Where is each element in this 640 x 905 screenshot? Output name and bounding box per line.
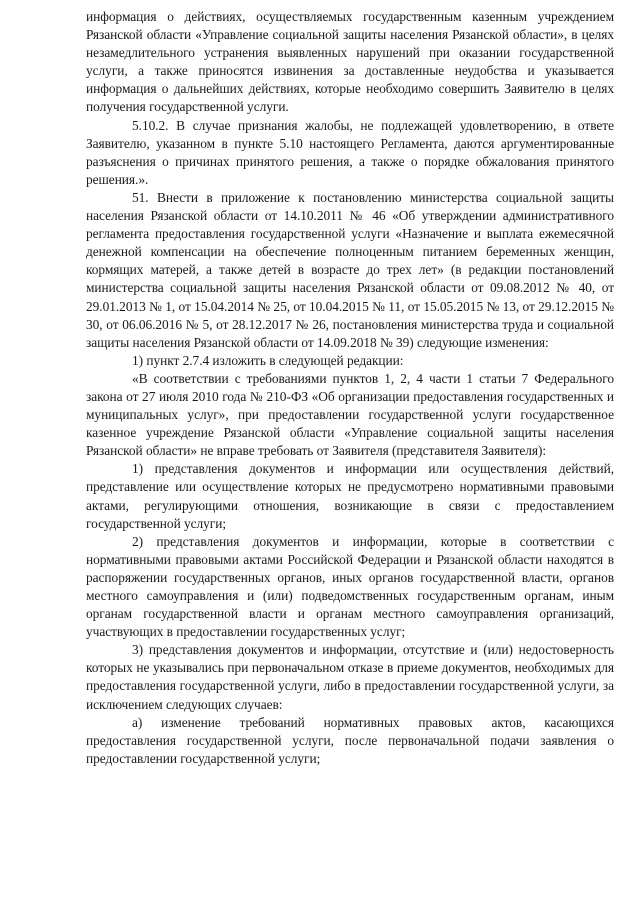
paragraph-8: 3) представления документов и информации, отсутствие и (или) недостоверность которых не указывались при первоначальном отказе в приеме документов, необходимых для предоставления государственной услуги, либо в предоставлении государственной услуги, за исключением следующих случаев: <box>86 642 614 712</box>
paragraph-7: 2) представления документов и информации, которые в соответствии с нормативными правовыми актами Российской Федерации и Рязанской области находятся в распоряжении государственных органов, иных органов государственной власти, органов местного самоуправления и (или) подведомственных государственным органам, иным органам государственной власти и органам местного самоуправления организаций, участвующих в предоставлении государственных услуг; <box>86 533 614 640</box>
paragraph-1: информация о действиях, осуществляемых государственным казенным учреждением Рязанской области «Управление социальной защиты населения Рязанской области», в целях незамедлительного устранения выявленных нарушений при оказании государственной услуги, а также приносятся извинения за доставленные неудобства и указывается информация о дальнейших действиях, которые необходимо совершить Заявителю в целях получения государственной услуги. <box>86 9 614 115</box>
paragraph-2: 5.10.2. В случае признания жалобы, не подлежащей удовлетворению, в ответе Заявителю, указанном в пункте 5.10 настоящего Регламента, даются аргументированные разъяснения о причинах принятого решения, а также о порядке обжалования принятого решения.». <box>86 117 614 187</box>
paragraph-3: 51. Внести в приложение к постановлению министерства социальной защиты населения Рязанской области от 14.10.2011 № 46 «Об утверждении административного регламента предоставления государственной услуги «Назначение и выплата ежемесячной денежной компенсации на обеспечение полноценным питанием беременных женщин, кормящих матерей, а также детей в возрасте до трех лет» (в редакции постановлений министерства социальной защиты населения Рязанской области от 09.08.2012 № 40, от 29.01.2013 № 1, от 15.04.2014 № 25, от 10.04.2015 № 11, от 15.05.2015 № 13, от 29.12.2015 № 30, от 06.06.2016 № 5, от 28.12.2017 № 26, постановления министерства труда и социальной защиты населения Рязанской области от 14.09.2018 № 39) следующие изменения: <box>86 189 614 350</box>
paragraph-4: 1) пункт 2.7.4 изложить в следующей редакции: <box>132 352 404 368</box>
paragraph-9: а) изменение требований нормативных правовых актов, касающихся предоставления государственной услуги, после первоначальной подачи заявления о предоставлении государственной услуги; <box>86 714 614 766</box>
document-page <box>86 8 614 768</box>
paragraph-6: 1) представления документов и информации или осуществления действий, представление или осуществление которых не предусмотрено нормативными правовыми актами, регулирующими отношения, возникающие в связи с предоставлением государственной услуги; <box>86 461 614 531</box>
paragraph-5: «В соответствии с требованиями пунктов 1, 2, 4 части 1 статьи 7 Федерального закона от 27 июля 2010 года № 210-ФЗ «Об организации предоставления государственных и муниципальных услуг», при предоставлении государственной услуги государственное казенное учреждение Рязанской области «Управление социальной защиты населения Рязанской области» не вправе требовать от Заявителя (представителя Заявителя): <box>86 370 614 459</box>
